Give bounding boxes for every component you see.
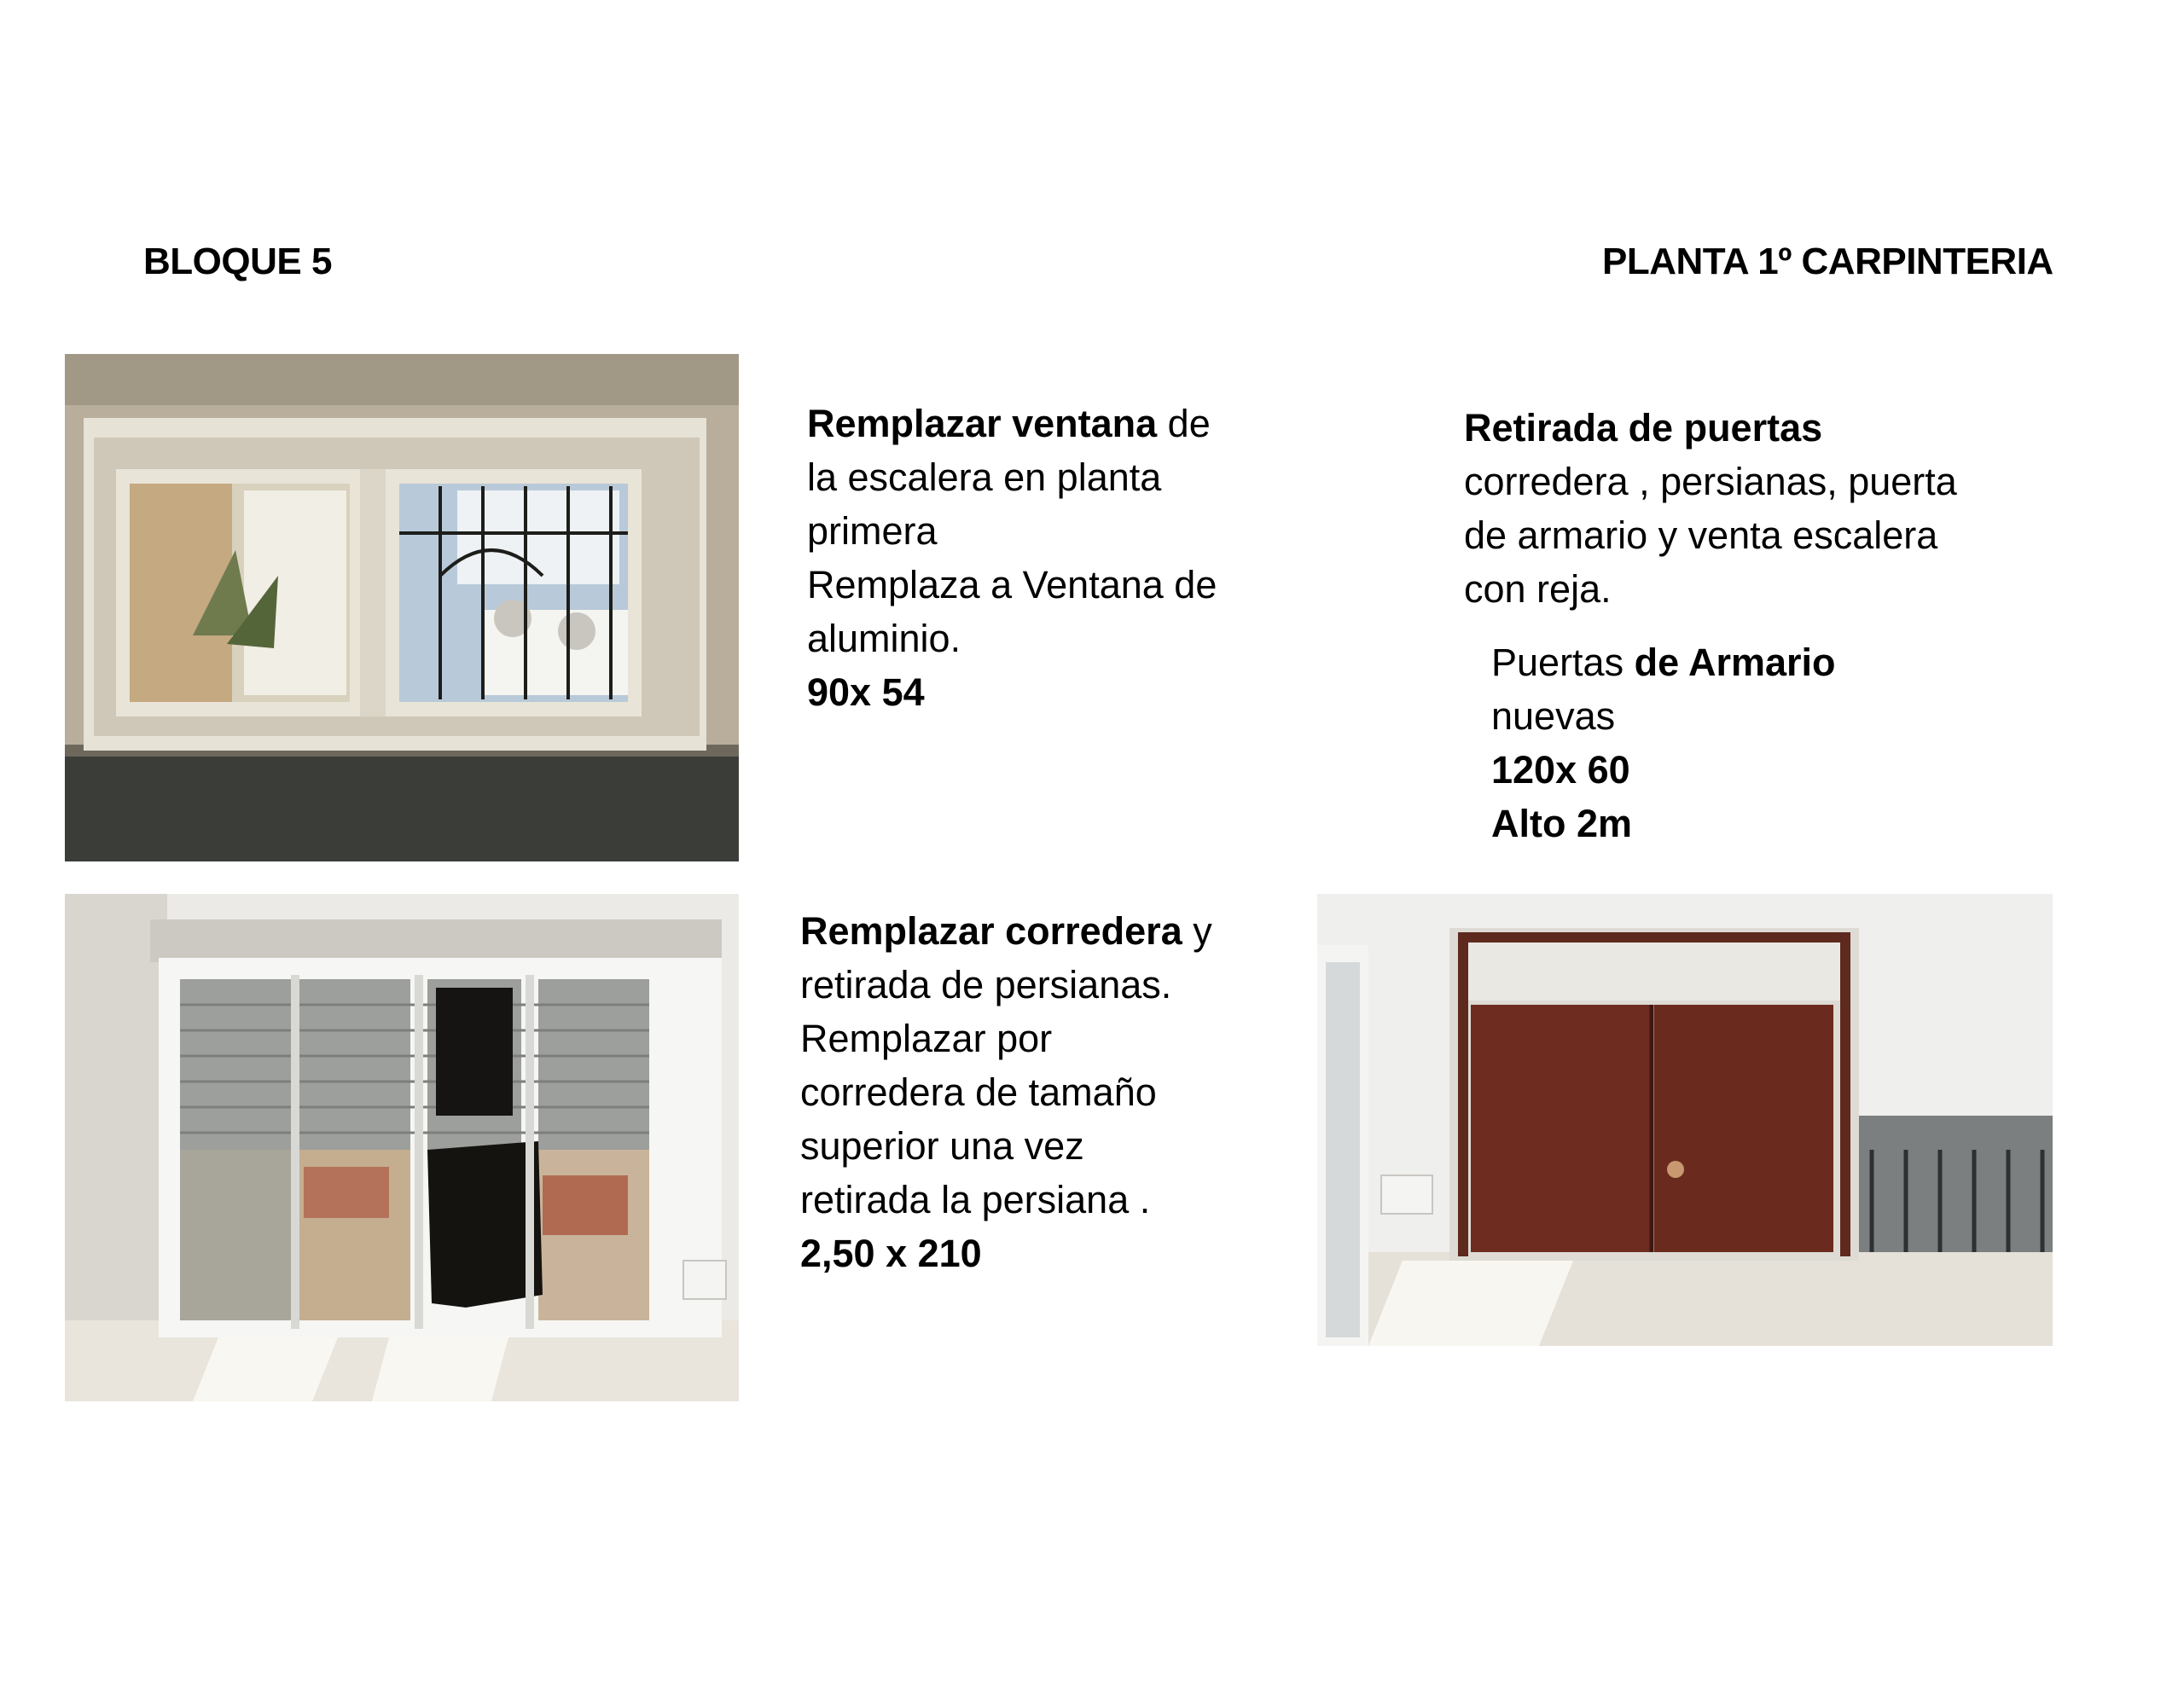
sliding-door-dimensions: 2,50 x 210 (800, 1232, 982, 1275)
sliding-door-text: Remplazar corredera y retirada de persianas. Remplazar por corredera de tamaño superior una vez retirada la persiana . 2,50 x 210 (800, 904, 1212, 1280)
wardrobe-dimensions: 120x 60 (1491, 748, 1630, 792)
wardrobe-doors-text: Puertas de Armario nuevas 120x 60 Alto 2m (1491, 635, 1836, 850)
page-title-right: PLANTA 1º CARPINTERIA (1602, 241, 2053, 282)
wardrobe-title: de Armario (1634, 641, 1836, 684)
wardrobe-photo (1317, 894, 2053, 1346)
window-replacement-text: Remplazar ventana de la escalera en planta primera Remplaza a Ventana de aluminio. 90x 54 (807, 397, 1217, 719)
removal-title: Retirada de puertas (1464, 406, 1823, 450)
sliding-door-photo (65, 894, 739, 1401)
page-title-left: BLOQUE 5 (143, 241, 332, 282)
window-dimensions: 90x 54 (807, 670, 925, 714)
sliding-door-title: Remplazar corredera (800, 909, 1182, 953)
wardrobe-height: Alto 2m (1491, 802, 1633, 845)
removal-text: Retirada de puertas corredera , persianas, puerta de armario y venta escalera con reja. (1464, 401, 1957, 616)
window-title: Remplazar ventana (807, 402, 1158, 445)
window-photo (65, 354, 739, 861)
